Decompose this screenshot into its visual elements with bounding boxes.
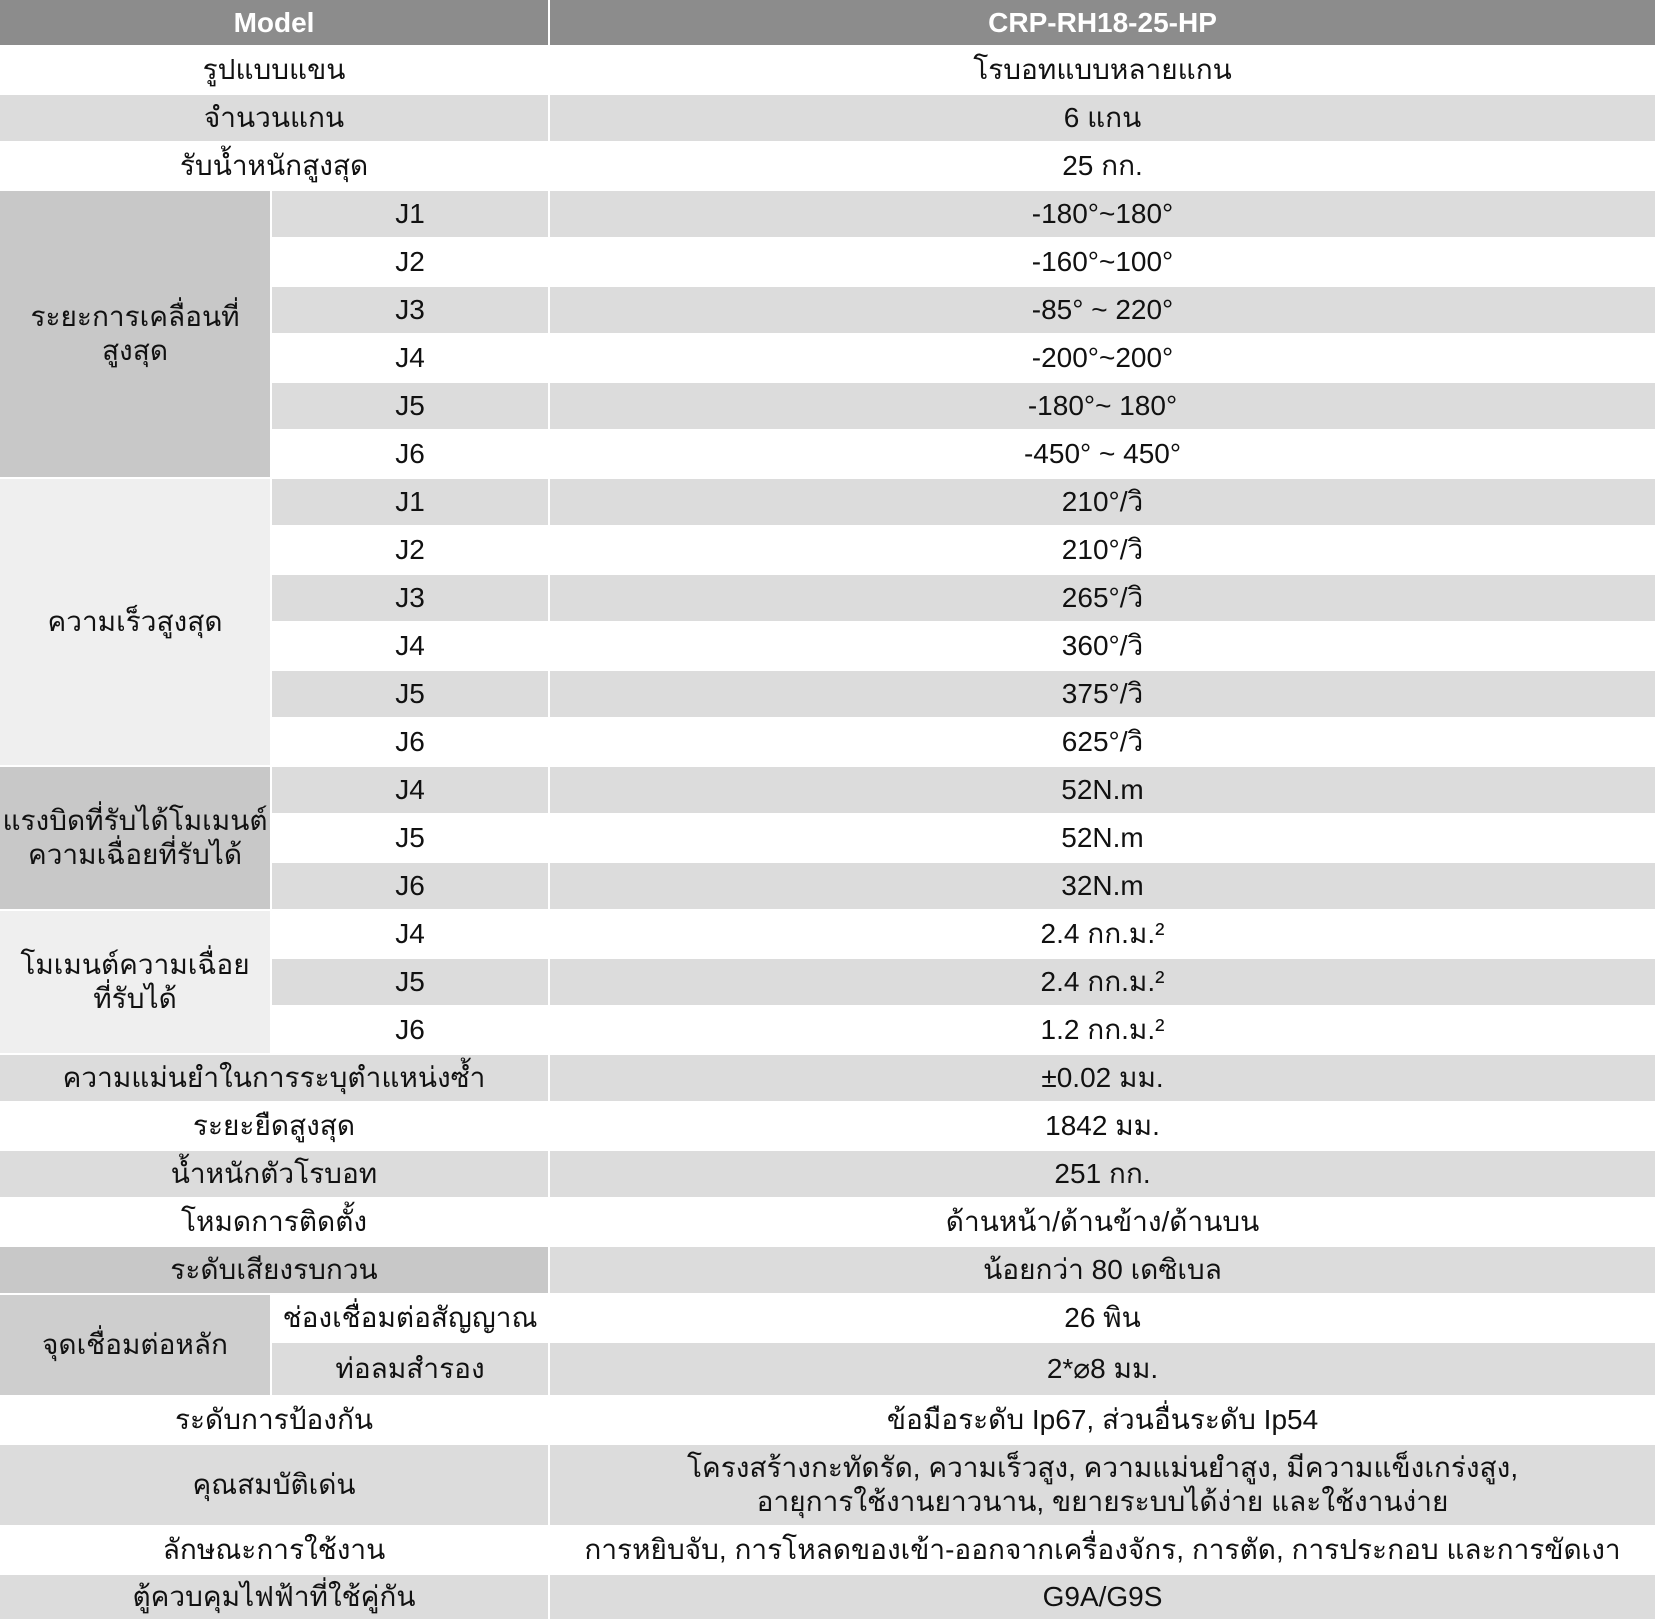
table-row	[0, 1574, 1655, 1620]
row-label: รับน้ำหนักสูงสุด	[0, 142, 549, 190]
row-label: ตู้ควบคุมไฟฟ้าที่ใช้คู่กัน	[0, 1574, 549, 1620]
row-value: 2.4 กก.ม.²	[549, 958, 1655, 1006]
joint-label: J3	[271, 286, 549, 334]
row-label: โหมดการติดตั้ง	[0, 1198, 549, 1246]
row-label: ลักษณะการใช้งาน	[0, 1526, 549, 1574]
label-line: ความเฉื่อยที่รับได้	[27, 839, 243, 870]
table-row	[0, 766, 1655, 814]
table-row	[0, 1150, 1655, 1198]
row-value: -85° ~ 220°	[549, 286, 1655, 334]
row-value: -200°~200°	[549, 334, 1655, 382]
row-value: 210°/วิ	[549, 478, 1655, 526]
row-value: 6 แกน	[549, 94, 1655, 142]
row-value: 251 กก.	[549, 1150, 1655, 1198]
joint-label: J4	[271, 766, 549, 814]
table-row	[0, 190, 1655, 238]
label-line: ที่รับได้	[93, 983, 177, 1014]
row-value: 2*⌀8 มม.	[549, 1342, 1655, 1396]
row-value: -160°~100°	[549, 238, 1655, 286]
row-value: 360°/วิ	[549, 622, 1655, 670]
main-connection-label: จุดเชื่อมต่อหลัก	[0, 1294, 271, 1396]
table-row	[0, 46, 1655, 94]
row-value: ±0.02 มม.	[549, 1054, 1655, 1102]
joint-label: J6	[271, 1006, 549, 1054]
table-row	[0, 1246, 1655, 1294]
joint-label: J5	[271, 670, 549, 718]
row-label: คุณสมบัติเด่น	[0, 1444, 549, 1526]
value-line: โครงสร้างกะทัดรัด, ความเร็วสูง, ความแม่นยำสูง, มีความแข็งเกร่งสูง,	[686, 1452, 1519, 1483]
row-value: 375°/วิ	[549, 670, 1655, 718]
row-value: -450° ~ 450°	[549, 430, 1655, 478]
joint-label: J5	[271, 958, 549, 1006]
table-row	[0, 478, 1655, 526]
row-label: ระยะยืดสูงสุด	[0, 1102, 549, 1150]
joint-label: J3	[271, 574, 549, 622]
row-label: ระดับการป้องกัน	[0, 1396, 549, 1444]
joint-label: J6	[271, 430, 549, 478]
header-model-name: CRP-RH18-25-HP	[549, 0, 1655, 46]
row-label: รูปแบบแขน	[0, 46, 549, 94]
table-row	[0, 1294, 1655, 1342]
max-speed-label: ความเร็วสูงสุด	[0, 478, 271, 766]
header-model-label: Model	[0, 0, 549, 46]
table-row	[0, 1198, 1655, 1246]
joint-label: J5	[271, 814, 549, 862]
inertia-label	[0, 910, 271, 1054]
table-row	[0, 910, 1655, 958]
table-row	[0, 1396, 1655, 1444]
row-value: 265°/วิ	[549, 574, 1655, 622]
row-value: ด้านหน้า/ด้านข้าง/ด้านบน	[549, 1198, 1655, 1246]
joint-label: J2	[271, 238, 549, 286]
row-value: น้อยกว่า 80 เดซิเบล	[549, 1246, 1655, 1294]
label-line: โมเมนต์ความเฉื่อย	[20, 949, 250, 980]
label-line: แรงบิดที่รับได้โมเมนต์	[2, 805, 268, 836]
joint-label: J5	[271, 382, 549, 430]
table-row	[0, 1054, 1655, 1102]
table-row	[0, 142, 1655, 190]
row-value: -180°~180°	[549, 190, 1655, 238]
sub-label: ช่องเชื่อมต่อสัญญาณ	[271, 1294, 549, 1342]
joint-label: J6	[271, 718, 549, 766]
sub-label: ท่อลมสำรอง	[271, 1342, 549, 1396]
value-line: อายุการใช้งานยาวนาน, ขยายระบบได้ง่าย และใช้งานง่าย	[756, 1486, 1449, 1517]
row-value: 210°/วิ	[549, 526, 1655, 574]
row-value: 1.2 กก.ม.²	[549, 1006, 1655, 1054]
row-value: ข้อมือระดับ Ip67, ส่วนอื่นระดับ Ip54	[549, 1396, 1655, 1444]
table-row	[0, 1526, 1655, 1574]
row-value: 32N.m	[549, 862, 1655, 910]
row-value: G9A/G9S	[549, 1574, 1655, 1620]
row-value: 52N.m	[549, 814, 1655, 862]
row-value: 52N.m	[549, 766, 1655, 814]
row-value: 25 กก.	[549, 142, 1655, 190]
joint-label: J1	[271, 478, 549, 526]
table-row	[0, 1102, 1655, 1150]
features-value	[549, 1444, 1655, 1526]
row-value: 26 พิน	[549, 1294, 1655, 1342]
row-value: -180°~ 180°	[549, 382, 1655, 430]
row-label: ความแม่นยำในการระบุตำแหน่งซ้ำ	[0, 1054, 549, 1102]
row-value: การหยิบจับ, การโหลดของเข้า-ออกจากเครื่องจักร, การตัด, การประกอบ และการขัดเงา	[549, 1526, 1655, 1574]
row-value: โรบอทแบบหลายแกน	[549, 46, 1655, 94]
label-line: สูงสุด	[101, 335, 169, 366]
joint-label: J4	[271, 334, 549, 382]
motion-range-label	[0, 190, 271, 478]
row-value: 2.4 กก.ม.²	[549, 910, 1655, 958]
joint-label: J6	[271, 862, 549, 910]
header-row	[0, 0, 1655, 46]
joint-label: J2	[271, 526, 549, 574]
joint-label: J4	[271, 622, 549, 670]
row-value: 1842 มม.	[549, 1102, 1655, 1150]
row-label: จำนวนแกน	[0, 94, 549, 142]
row-label: ระดับเสียงรบกวน	[0, 1246, 549, 1294]
row-value: 625°/วิ	[549, 718, 1655, 766]
table-row	[0, 1444, 1655, 1526]
row-label: น้ำหนักตัวโรบอท	[0, 1150, 549, 1198]
joint-label: J4	[271, 910, 549, 958]
table-row	[0, 94, 1655, 142]
label-line: ระยะการเคลื่อนที่	[30, 301, 240, 332]
joint-label: J1	[271, 190, 549, 238]
torque-label	[0, 766, 271, 910]
